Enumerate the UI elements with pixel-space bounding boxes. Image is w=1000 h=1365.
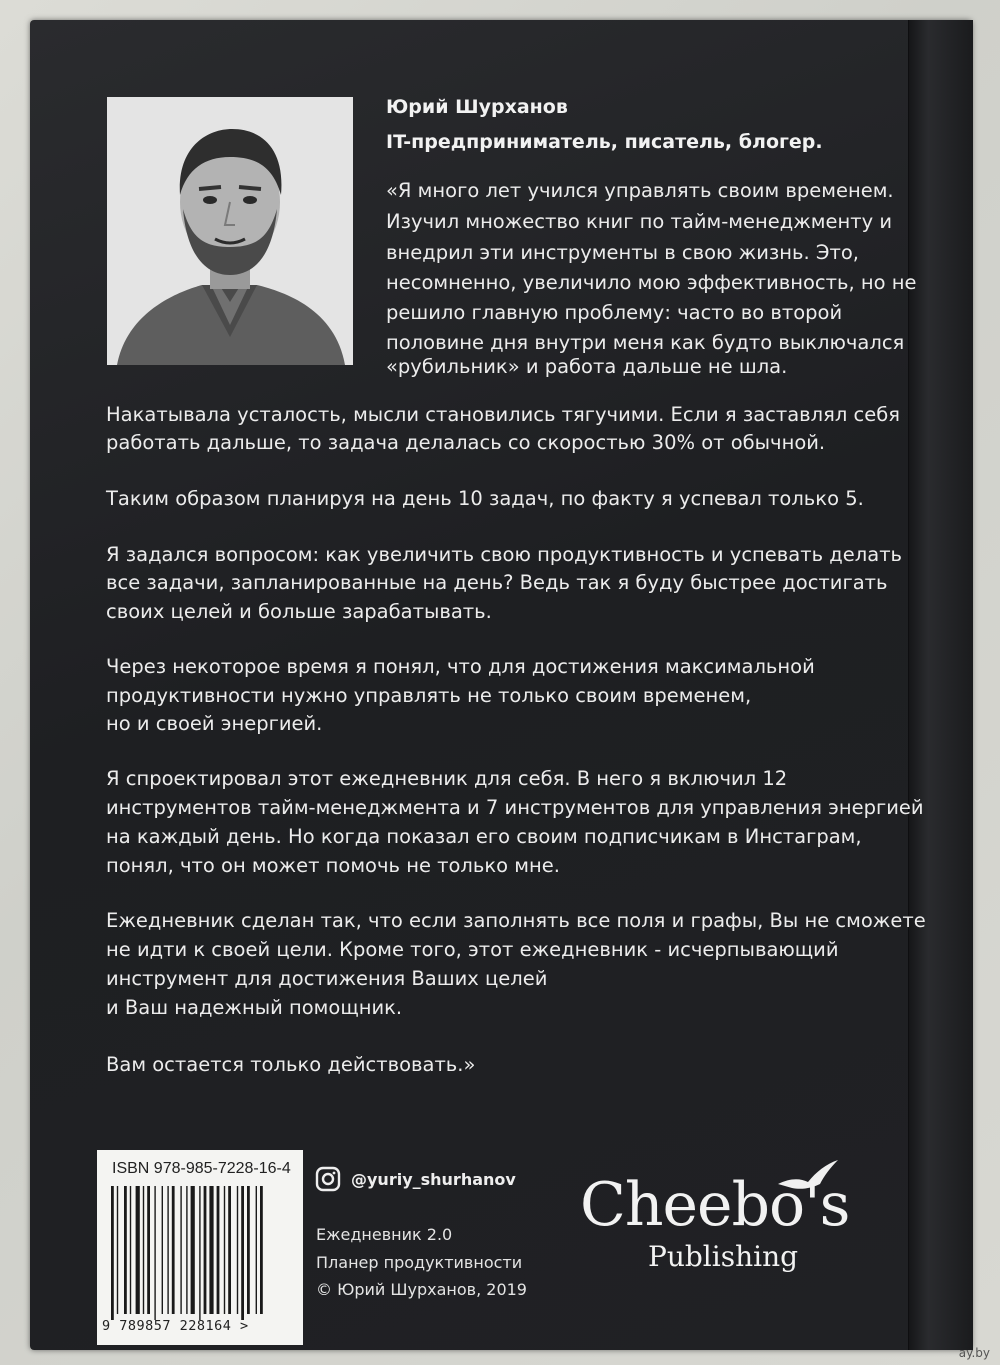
paragraph-line: но и своей энергией.: [106, 712, 323, 735]
paragraph-line: Я задался вопросом: как увеличить свою продуктивность и успевать делать: [106, 543, 903, 566]
book-spine: [908, 20, 973, 1350]
paragraph-line: инструментов тайм-менеджмента и 7 инструментов для управления энергией: [106, 796, 924, 819]
quote-line: решило главную проблему: часто во второй: [386, 301, 843, 324]
quote-line: «рубильник» и работа дальше не шла.: [386, 355, 788, 378]
paragraph-line: не идти к своей цели. Кроме того, этот ежедневник - исчерпывающий: [106, 938, 839, 961]
publisher-logo: Cheebo's: [580, 1170, 850, 1240]
instagram-handle: @yuriy_shurhanov: [351, 1169, 516, 1189]
paragraph-line: Накатывала усталость, мысли становились тягучими. Если я заставлял себя: [106, 403, 900, 426]
copyright-info: © Юрий Шурханов, 2019: [316, 1280, 527, 1299]
publisher-subtitle: Publishing: [648, 1240, 799, 1273]
quote-line: «Я много лет учился управлять своим временем.: [386, 179, 894, 202]
book-subtitle-info: Планер продуктивности: [316, 1253, 523, 1272]
paragraph-line: Через некоторое время я понял, что для достижения максимальной: [106, 655, 815, 678]
paragraph-line: понял, что он может помочь не только мне.: [106, 854, 560, 877]
author-portrait-image: [107, 97, 353, 365]
book-title-info: Ежедневник 2.0: [316, 1225, 453, 1244]
paragraph-line: Таким образом планируя на день 10 задач, по факту я успевал только 5.: [106, 487, 864, 510]
quote-line: внедрил эти инструменты в свою жизнь. Это,: [386, 241, 859, 264]
barcode-digits: 9 789857 228164 >: [102, 1318, 249, 1334]
barcode-icon: [97, 1150, 303, 1345]
author-role: IT-предприниматель, писатель, блогер.: [386, 131, 823, 153]
paragraph-line: Ежедневник сделан так, что если заполнять все поля и графы, Вы не сможете: [106, 909, 926, 932]
paragraph-line: продуктивности нужно управлять не только своим временем,: [106, 684, 752, 707]
instagram-icon: [315, 1166, 341, 1192]
paragraph-line: своих целей и больше зарабатывать.: [106, 600, 492, 623]
author-name: Юрий Шурханов: [386, 96, 568, 118]
watermark: ay.by: [958, 1346, 990, 1360]
paragraph-line: и Ваш надежный помощник.: [106, 996, 403, 1019]
barcode-label: [97, 1150, 303, 1345]
isbn-text: ISBN 978-985-7228-16-4: [112, 1160, 291, 1177]
paragraph-line: Я спроектировал этот ежедневник для себя. В него я включил 12: [106, 767, 788, 790]
paragraph-line: Вам остается только действовать.»: [106, 1053, 476, 1076]
quote-line: Изучил множество книг по тайм-менеджменту и: [386, 210, 892, 233]
quote-line: половине дня внутри меня как будто выключался: [386, 331, 905, 354]
paragraph-line: на каждый день. Но когда показал его своим подписчикам в Инстаграм,: [106, 825, 862, 848]
author-photo: [107, 97, 353, 365]
social-link[interactable]: [315, 1166, 516, 1192]
paragraph-line: все задачи, запланированные на день? Ведь так я буду быстрее достигать: [106, 571, 888, 594]
paragraph-line: инструмент для достижения Ваших целей: [106, 967, 548, 990]
paragraph-line: работать дальше, то задача делалась со скоростью 30% от обычной.: [106, 431, 826, 454]
quote-line: несомненно, увеличило мою эффективность, но не: [386, 271, 917, 294]
